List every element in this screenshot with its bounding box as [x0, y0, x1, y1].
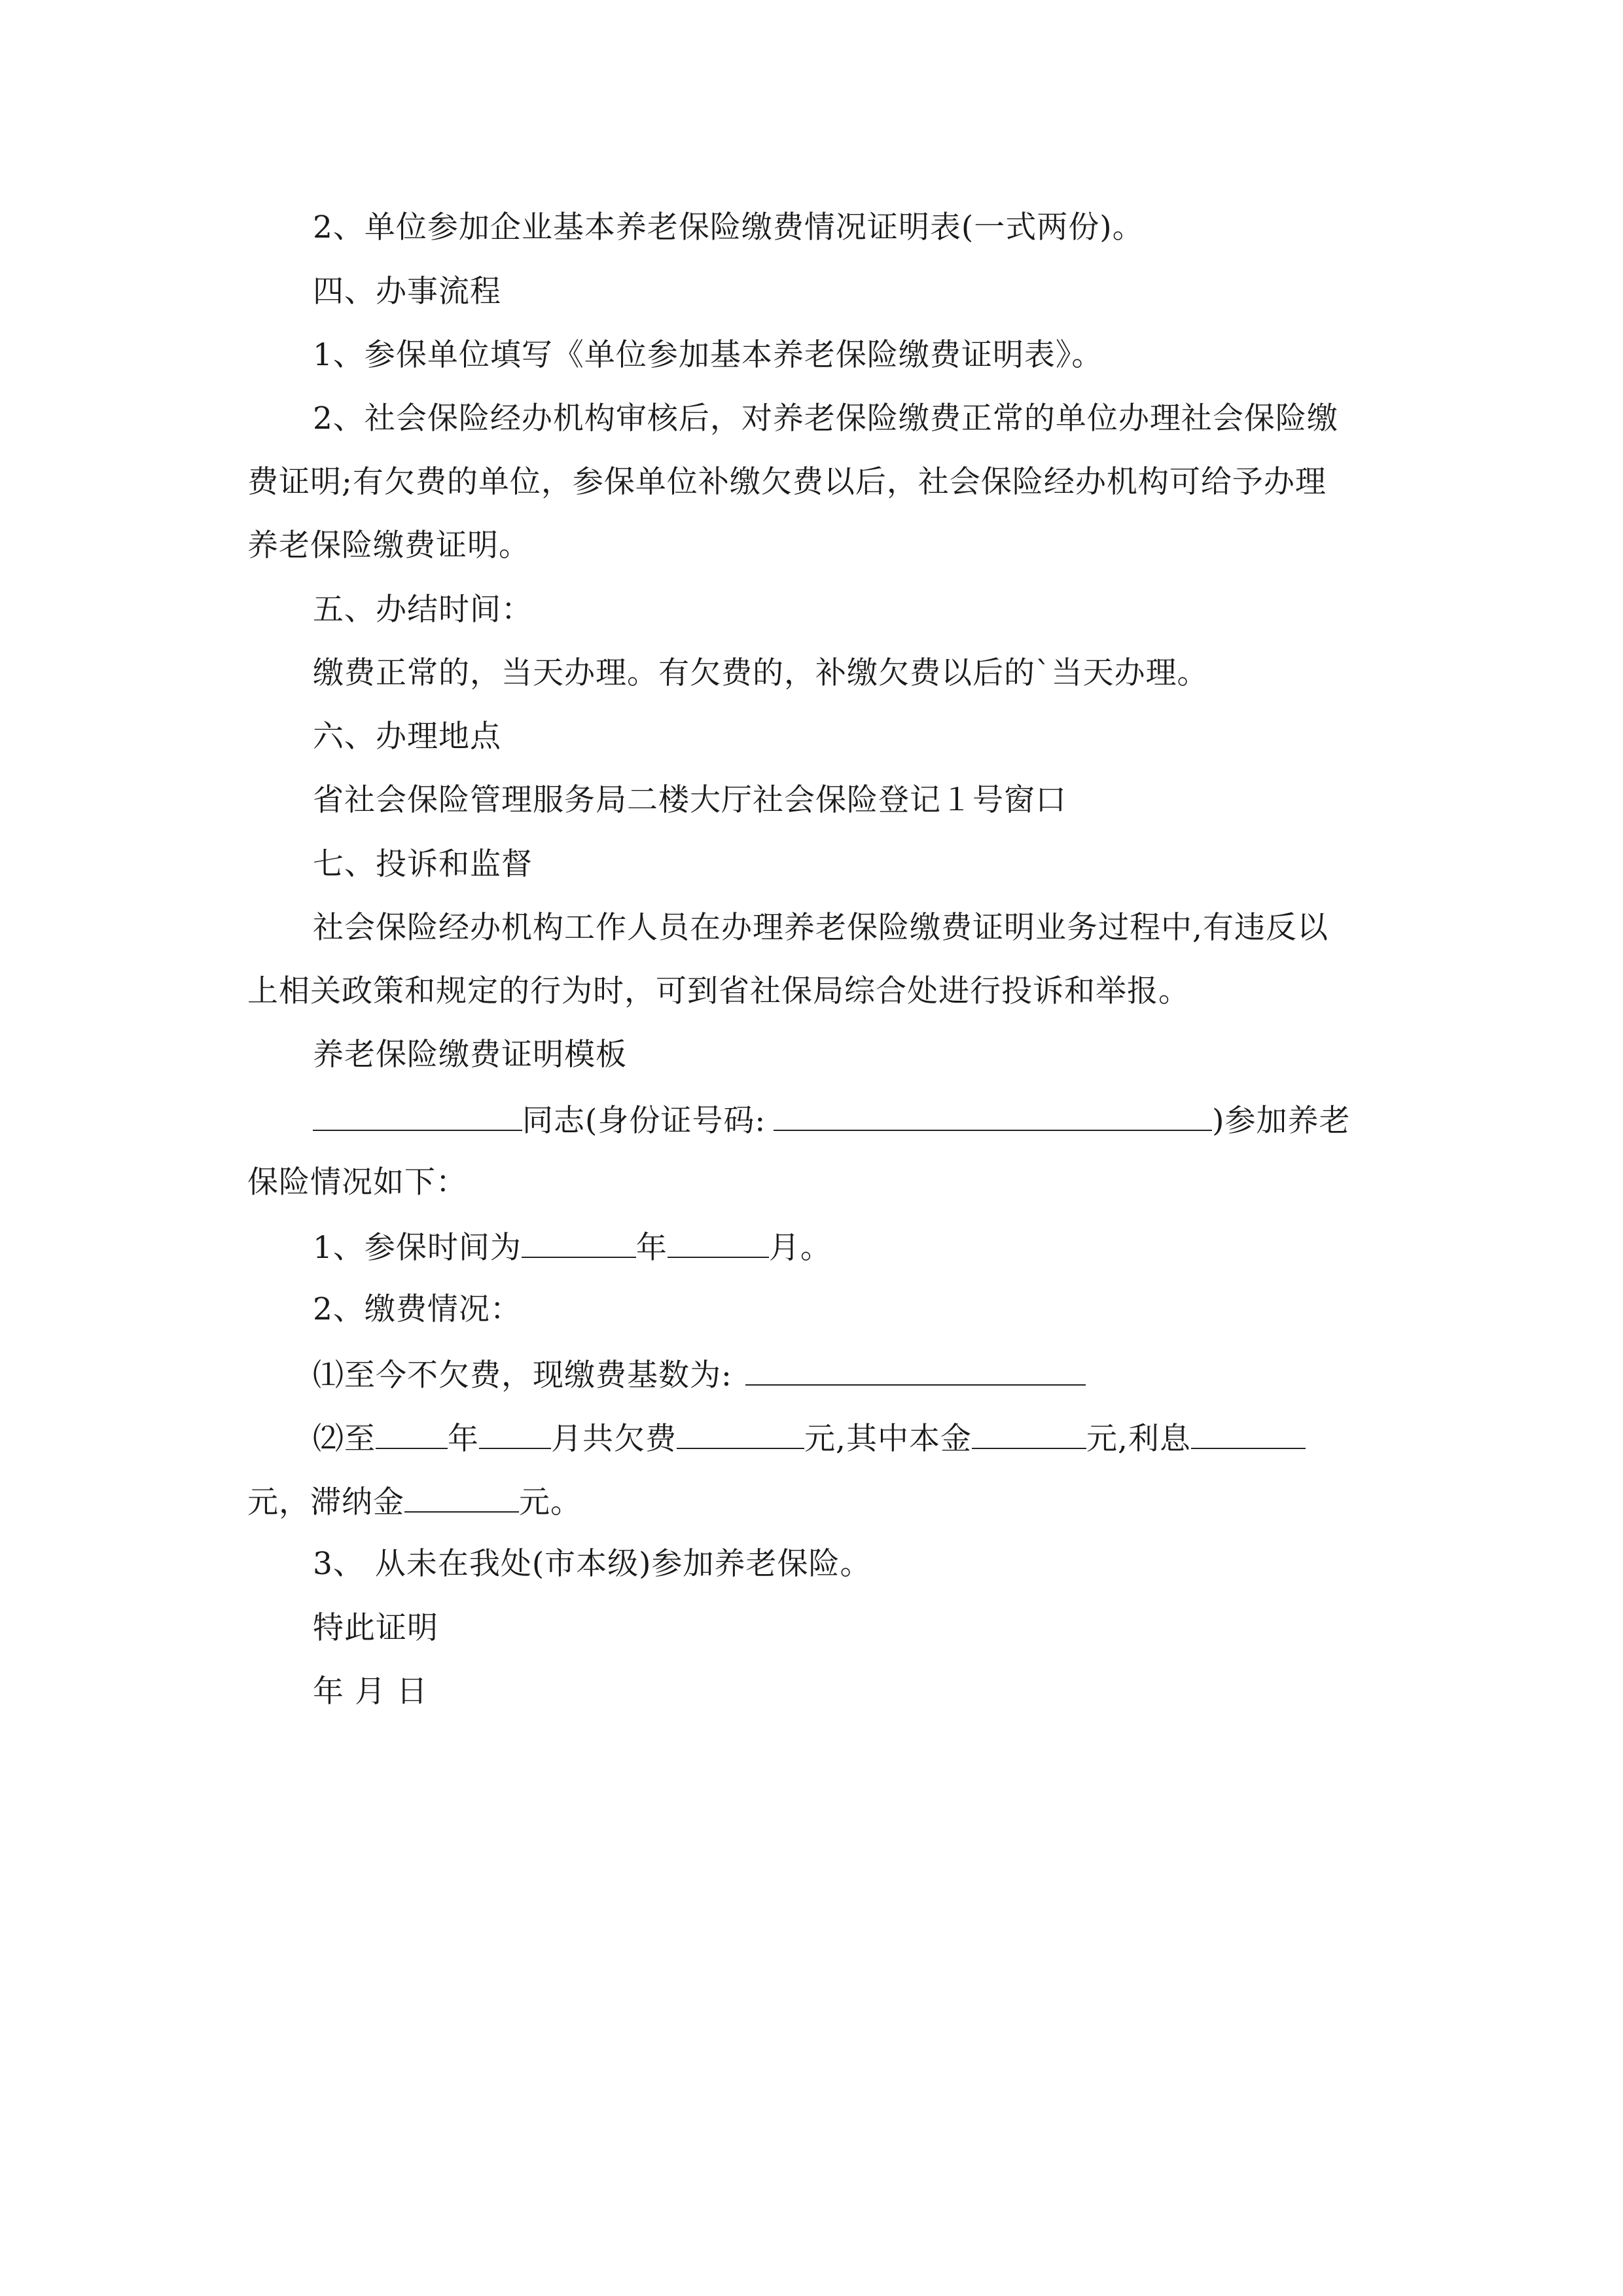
arrears-total-label: 月共欠费 [551, 1421, 677, 1457]
never-enrolled-line: 3、 从未在我处(市本级)参加养老保险。 [313, 1546, 872, 1582]
arrears-year-blank[interactable] [376, 1418, 448, 1449]
interest-blank[interactable] [1191, 1418, 1306, 1449]
location-description: 省社会保险管理服务局二楼大厅社会保险登记１号窗口 [313, 782, 1067, 818]
no-arrears-label: ⑴至今不欠费，现缴费基数为: [313, 1357, 732, 1393]
date-line: 年 月 日 [313, 1674, 428, 1710]
payment-status-heading: 2、缴费情况： [313, 1291, 522, 1327]
enroll-time-line [313, 1227, 832, 1268]
principal-blank[interactable] [972, 1418, 1086, 1449]
item-materials-2: 2、单位参加企业基本养老保险缴费情况证明表(一式两份)。 [313, 209, 1144, 245]
participation-label: )参加养老 [1212, 1103, 1351, 1139]
section-heading-complaint: 七、投诉和监督 [313, 846, 533, 882]
template-intro-line-2: 保险情况如下： [247, 1164, 467, 1200]
late-fee-blank[interactable] [404, 1481, 519, 1513]
name-blank[interactable] [313, 1100, 522, 1131]
process-step-1: 1、参保单位填写《单位参加基本养老保险缴费证明表》。 [313, 337, 1103, 373]
complaint-line-2: 上相关政策和规定的行为时，可到省社保局综合处进行投诉和举报。 [247, 973, 1190, 1009]
certification-statement: 特此证明 [313, 1610, 438, 1646]
payment-base-blank[interactable] [745, 1354, 1086, 1386]
comrade-id-label: 同志(身份证号码: [522, 1103, 766, 1139]
principal-label: 元,其中本金 [804, 1421, 972, 1457]
section-heading-process: 四、办事流程 [313, 274, 501, 310]
template-title: 养老保险缴费证明模板 [313, 1037, 627, 1073]
arrears-to-label: ⑵至 [313, 1421, 376, 1457]
late-fee-label: 元，滞纳金 [247, 1484, 404, 1520]
template-intro-line-1 [313, 1100, 1351, 1141]
arrears-year-label: 年 [448, 1421, 479, 1457]
no-arrears-line [313, 1354, 1086, 1395]
enroll-year-blank[interactable] [522, 1227, 636, 1258]
process-step-2-line-2: 费证明;有欠费的单位，参保单位补缴欠费以后，社会保险经办机构可给予办理 [247, 464, 1327, 500]
section-heading-time: 五、办结时间： [313, 592, 533, 628]
section-heading-location: 六、办理地点 [313, 719, 501, 755]
arrears-line-1 [313, 1418, 1306, 1459]
month-label: 月。 [768, 1230, 832, 1266]
complaint-line-1: 社会保险经办机构工作人员在办理养老保险缴费证明业务过程中,有违反以 [313, 910, 1329, 946]
id-number-blank[interactable] [774, 1100, 1212, 1131]
process-step-2-line-3: 养老保险缴费证明。 [247, 528, 530, 564]
enroll-time-label: 1、参保时间为 [313, 1230, 522, 1266]
late-fee-unit: 元。 [519, 1484, 582, 1520]
year-label: 年 [635, 1230, 668, 1266]
arrears-total-blank[interactable] [677, 1418, 804, 1449]
time-description: 缴费正常的，当天办理。有欠费的，补缴欠费以后的`当天办理。 [313, 655, 1209, 691]
enroll-month-blank[interactable] [668, 1227, 769, 1258]
interest-label: 元,利息 [1086, 1421, 1191, 1457]
arrears-line-2 [247, 1481, 582, 1522]
process-step-2-line-1: 2、社会保险经办机构审核后，对养老保险缴费正常的单位办理社会保险缴 [313, 401, 1338, 437]
arrears-month-blank[interactable] [479, 1418, 551, 1449]
